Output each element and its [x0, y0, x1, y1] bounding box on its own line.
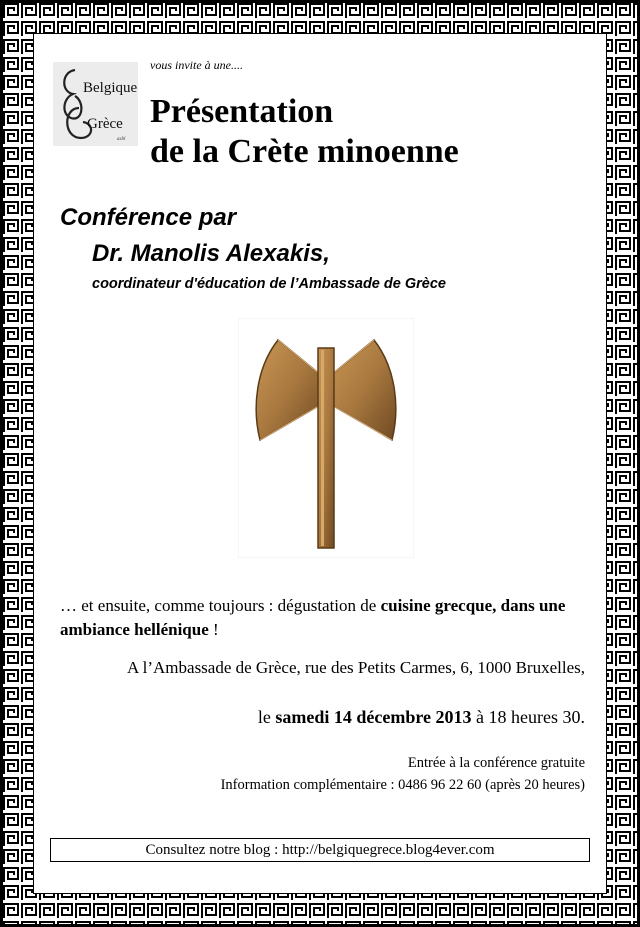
contact-info: Information complémentaire : 0486 96 22 60 (après 20 heures) — [220, 777, 585, 793]
speaker-role: coordinateur d'éducation de l’Ambassade de Grèce — [92, 276, 446, 292]
date-bold: samedi 14 décembre 2013 — [275, 707, 472, 727]
entry-info: Entrée à la conférence gratuite — [407, 755, 585, 771]
invite-text: vous invite à une.... — [150, 58, 243, 72]
practical-info — [221, 752, 585, 796]
paragraph-end: ! — [208, 620, 219, 639]
logo-word-grece: Grèce — [87, 116, 123, 132]
title-line-2: de la Crète minoenne — [150, 133, 459, 170]
paragraph-text: … et ensuite, comme toujours : dégustation de — [60, 596, 381, 615]
date-prefix: le — [257, 707, 276, 727]
tasting-paragraph — [60, 594, 580, 642]
event-date — [258, 707, 585, 728]
belgique-grece-logo — [53, 62, 138, 146]
double-axe-icon — [238, 318, 414, 558]
title-line-1: Présentation — [150, 93, 334, 130]
logo-asbl: asbl — [117, 137, 126, 142]
logo-word-belgique: Belgique — [83, 80, 138, 96]
page-title — [150, 92, 459, 172]
speaker-name: Dr. Manolis Alexakis, — [92, 240, 330, 267]
conference-heading: Conférence par — [60, 204, 237, 231]
blog-link-box[interactable]: Consultez notre blog : http://belgiquegrece.blog4ever.com — [50, 838, 590, 862]
venue-address: A l’Ambassade de Grèce, rue des Petits Carmes, 6, 1000 Bruxelles, — [127, 658, 585, 677]
paragraph-bold: cuisine grecque, dans une ambiance hellénique — [60, 596, 566, 639]
date-suffix: à 18 heures 30. — [471, 707, 585, 727]
